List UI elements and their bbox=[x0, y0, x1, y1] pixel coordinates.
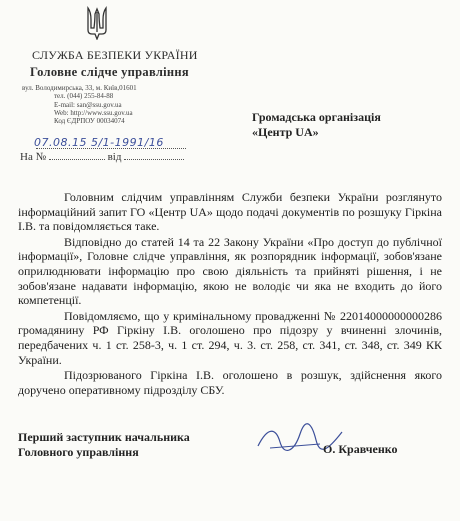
ref-from-field bbox=[124, 149, 184, 160]
signatory-name: О. Кравченко bbox=[323, 442, 398, 456]
ref-no-field bbox=[49, 149, 105, 160]
address-line: Web: http://www.ssu.gov.ua bbox=[54, 108, 133, 117]
addressee bbox=[252, 110, 381, 140]
ref-no-label: На № bbox=[20, 151, 47, 163]
reference-line bbox=[20, 149, 184, 163]
body-paragraph: Головним слідчим управлінням Служби безпеки України розглянуто інформаційний запит ГО «Центр UA» щодо подачі документів по розшуку Гіркіна І.В. та повідомляється таке. bbox=[18, 190, 442, 234]
org-name: СЛУЖБА БЕЗПЕКИ УКРАЇНИ bbox=[32, 48, 198, 62]
signatory-title-line: Перший заступник начальника bbox=[18, 430, 190, 444]
department-name: Головне слідче управління bbox=[30, 65, 189, 79]
address-line: E-mail: san@ssu.gov.ua bbox=[54, 100, 122, 109]
ref-from-label: від bbox=[107, 151, 122, 163]
address-block bbox=[22, 84, 137, 125]
addressee-line: «Центр UA» bbox=[252, 125, 319, 139]
body-paragraph: Повідомляємо, що у кримінальному провадженні № 22014000000000286 громадянину РФ Гіркіну І.В. оголошено про підозру у вчиненні злочинів, передбачених ч. 1 ст. 258-3, ч. 1 ст. 294, ч. 3. ст. 258, ст. 341, ст. 348, ст. 349 КК України. bbox=[18, 308, 442, 367]
signatory-title-line: Головного управління bbox=[18, 445, 139, 459]
handwritten-reference: 07.08.15 5/1-1991/16 bbox=[34, 136, 164, 149]
letter-body bbox=[18, 190, 442, 397]
address-line: Код ЄДРПОУ 00034074 bbox=[54, 117, 125, 126]
address-line: вул. Володимирська, 33, м. Київ,01601 bbox=[22, 84, 137, 92]
signatory-title bbox=[18, 430, 190, 460]
trident-icon bbox=[86, 6, 108, 40]
body-paragraph: Відповідно до статей 14 та 22 Закону України «Про доступ до публічної інформації», Головне слідче управління, як розпорядник інформації, зобов'язане оприлюднювати інформацію про свою діяльність та прийняті рішення, і не зобов'язане надавати інформацію, якою не володіє чи яка не входить до його компетенції. bbox=[18, 234, 442, 308]
address-line: тел. (044) 255-84-88 bbox=[54, 92, 114, 101]
body-paragraph: Підозрюваного Гіркіна І.В. оголошено в розшук, здійснення якого доручено оперативному підрозділу СБУ. bbox=[18, 368, 442, 397]
addressee-line: Громадська організація bbox=[252, 110, 381, 124]
